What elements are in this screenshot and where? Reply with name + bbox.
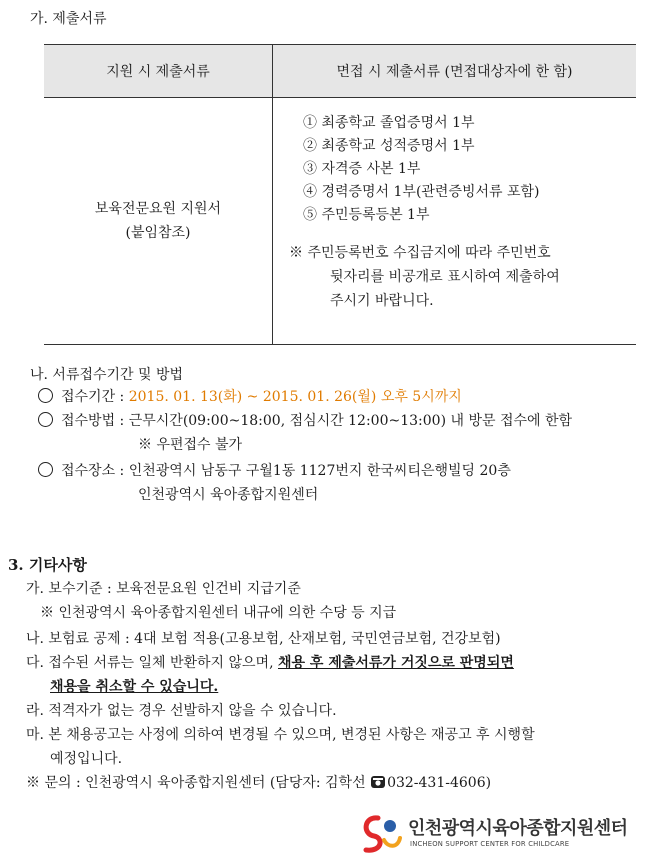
item-b: 나. 보험료 공제 : 4대 보험 적용(고용보험, 산재보험, 국민연금보험, 건강보험) — [26, 631, 501, 647]
circle-bullet-icon — [38, 388, 53, 403]
period-value: 2015. 01. 13(화) ~ 2015. 01. 26(월) 오후 5시까지 — [128, 389, 462, 405]
period-row — [38, 386, 462, 406]
application-doc-line2: (붙임참조) — [125, 225, 191, 241]
item-c-emphasis: 채용 후 제출서류가 거짓으로 판명되면 — [278, 655, 514, 671]
place-value: 인천광역시 남동구 구월1동 1127번지 한국씨티은행빌딩 20층 — [128, 463, 511, 479]
method-note: ※ 우편접수 불가 — [138, 437, 243, 453]
phone-icon — [370, 775, 386, 793]
table-header-interview: 면접 시 제출서류 (면접대상자에 한 함) — [273, 45, 637, 98]
place-label: 접수장소 : — [61, 463, 129, 479]
note-line: 뒷자리를 비공개로 표시하여 제출하여 — [330, 269, 560, 285]
note-line: ※ 주민등록번호 수집금지에 따라 주민번호 — [289, 245, 551, 261]
method-row — [38, 410, 572, 430]
contact-phone: 032-431-4606) — [387, 775, 492, 791]
logo-name-ko: 인천광역시육아종합지원센터 — [408, 818, 628, 839]
item-e: 마. 본 채용공고는 사정에 의하여 변경될 수 있으며, 변경된 사항은 재공고 후 시행할 — [26, 727, 535, 743]
section-3-title: 3. 기타사항 — [8, 556, 87, 574]
logo-name-en: INCHEON SUPPORT CENTER FOR CHILDCARE — [410, 840, 570, 848]
place-row — [38, 460, 511, 480]
application-docs-cell — [44, 98, 273, 345]
list-item: ② 최종학교 성적증명서 1부 — [303, 138, 475, 154]
list-item: ① 최종학교 졸업증명서 1부 — [303, 115, 475, 131]
item-c — [26, 652, 514, 672]
method-value: 근무시간(09:00~18:00, 점심시간 12:00~13:00) 내 방문 접수에 한함 — [128, 413, 573, 429]
item-e-cont: 예정입니다. — [50, 751, 123, 767]
contact-row — [26, 772, 491, 793]
item-a-note: ※ 인천광역시 육아종합지원센터 내규에 의한 수당 등 지급 — [40, 605, 397, 621]
logo-mark-icon — [358, 812, 404, 856]
circle-bullet-icon — [38, 412, 53, 427]
documents-table — [44, 44, 636, 345]
table-header-application: 지원 시 제출서류 — [44, 45, 273, 98]
circle-bullet-icon — [38, 462, 53, 477]
interview-docs-cell — [273, 98, 637, 345]
list-item: ③ 자격증 사본 1부 — [303, 161, 421, 177]
section-a-label: 가. 제출서류 — [30, 11, 107, 27]
contact-text: ※ 문의 : 인천광역시 육아종합지원센터 (담당자: 김학선 — [26, 775, 371, 791]
application-doc-line1: 보육전문요원 지원서 — [94, 201, 222, 217]
item-d: 라. 적격자가 없는 경우 선발하지 않을 수 있습니다. — [26, 703, 337, 719]
item-c-text: 다. 접수된 서류는 일체 반환하지 않으며, — [26, 655, 278, 671]
item-a: 가. 보수기준 : 보육전문요원 인건비 지급기준 — [26, 581, 301, 597]
section-b-label: 나. 서류접수기간 및 방법 — [30, 367, 184, 383]
period-label: 접수기간 : — [61, 389, 129, 405]
center-logo — [358, 812, 628, 856]
place-value-2: 인천광역시 육아종합지원센터 — [138, 487, 319, 503]
note-line: 주시기 바랍니다. — [330, 293, 434, 309]
item-c-emphasis-2: 채용을 취소할 수 있습니다. — [50, 679, 219, 695]
resident-number-note — [289, 241, 636, 313]
list-item: ⑤ 주민등록등본 1부 — [303, 207, 430, 223]
list-item: ④ 경력증명서 1부(관련증빙서류 포함) — [303, 184, 540, 200]
method-label: 접수방법 : — [61, 413, 129, 429]
